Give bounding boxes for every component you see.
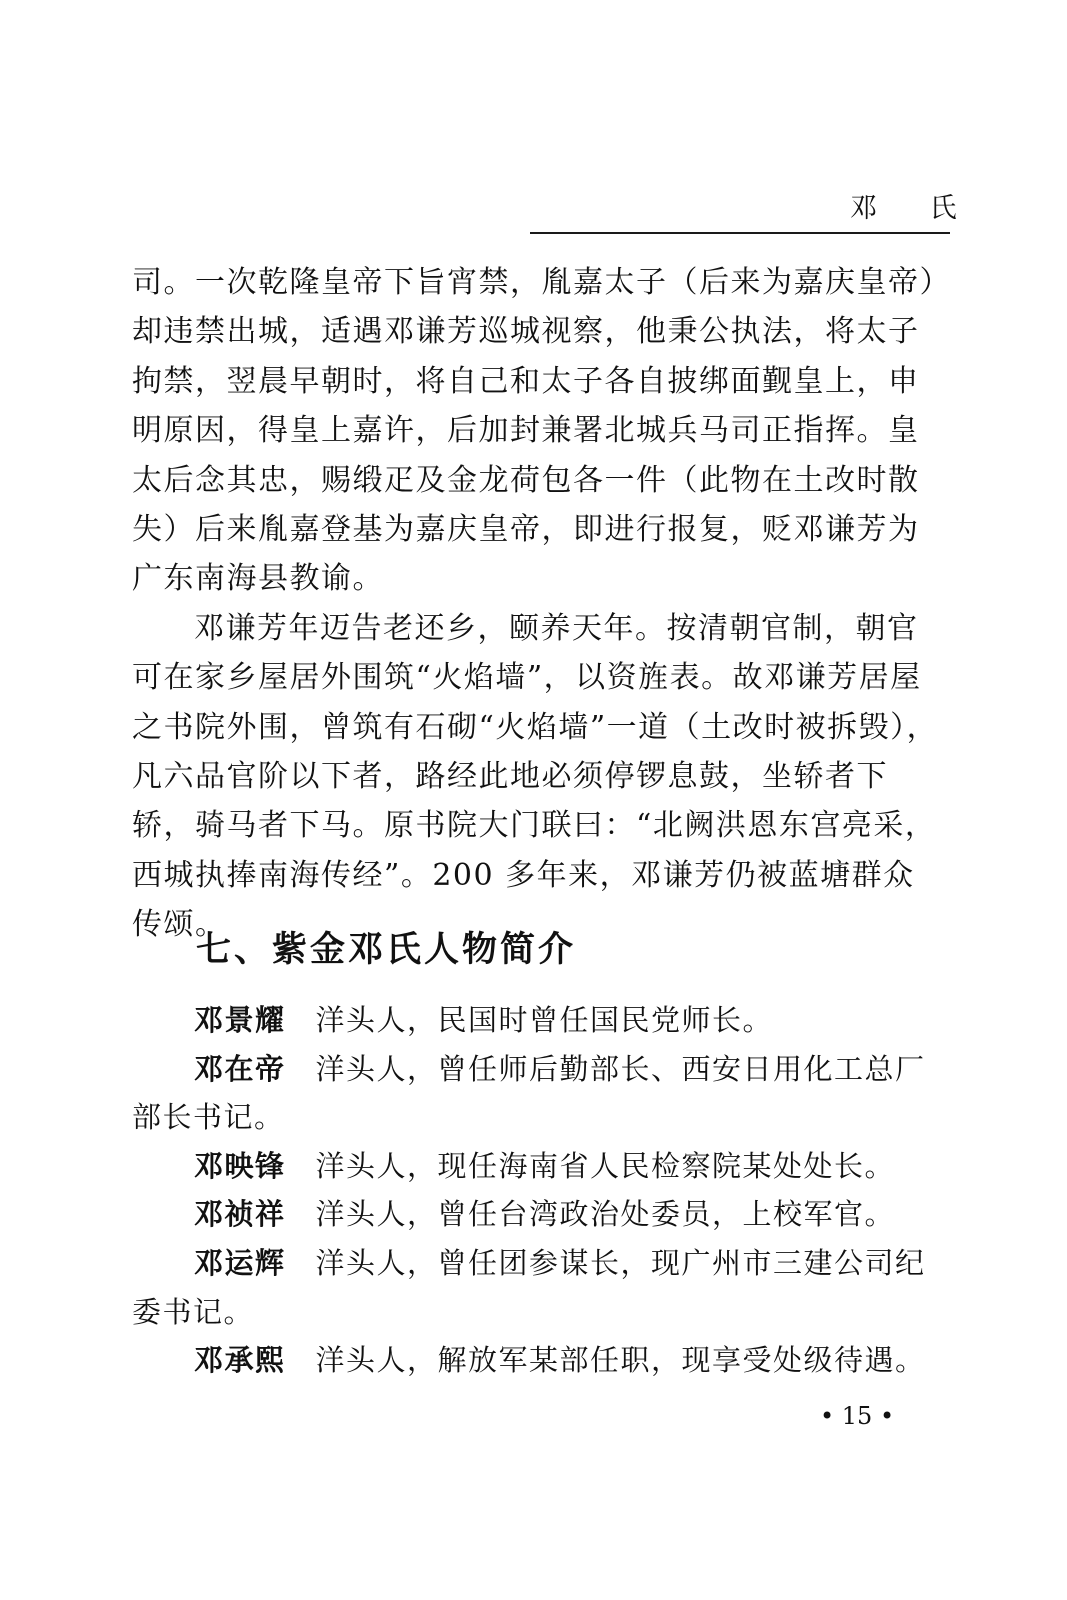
person-name: 邓祯祥 [194, 1197, 286, 1232]
person-description: 洋头人，曾任团参谋长，现广州市三建公司纪委书记。 [132, 1245, 926, 1329]
person-description: 洋头人，现任海南省人民检察院某处处长。 [315, 1148, 896, 1183]
person-description: 洋头人，曾任师后勤部长、西安日用化工总厂部长书记。 [132, 1051, 926, 1135]
person-description: 洋头人，解放军某部任职，现享受处级待遇。 [315, 1343, 926, 1378]
person-entry [132, 996, 944, 1045]
person-name: 邓映锋 [194, 1148, 286, 1183]
running-header-title: 邓 氏 [850, 193, 979, 224]
header-rule [530, 232, 950, 234]
person-name: 邓景耀 [194, 1003, 286, 1037]
paragraph-continued: 司。一次乾隆皇帝下旨宵禁，胤嘉太子（后来为嘉庆皇帝）却违禁出城，适遇邓谦芳巡城视察，他秉公执法，将太子拘禁，翌晨早朝时，将自己和太子各自披绑面觐皇上，申明原因，得皇上嘉许，后加封兼署北城兵马司正指挥。皇太后念其忠，赐缎疋及金龙荷包各一件（此物在土改时散失）后来胤嘉登基为嘉庆皇帝，即进行报复，贬邓谦芳为广东南海县教谕。 [132, 265, 936, 597]
person-name: 邓在帝 [194, 1051, 286, 1086]
person-entry [132, 1045, 944, 1142]
person-name: 邓承熙 [194, 1343, 286, 1378]
person-entry [132, 1142, 944, 1191]
page-number: • 15 • [820, 1402, 895, 1430]
person-entry [132, 1239, 944, 1336]
people-list [132, 996, 944, 1385]
person-description: 洋头人，民国时曾任国民党师长。 [315, 1003, 774, 1037]
body-text [132, 258, 944, 950]
paragraph: 邓谦芳年迈告老还乡，颐养天年。按清朝官制，朝官可在家乡屋居外围筑“火焰墙”，以资旌表。故邓谦芳居屋之书院外围，曾筑有石砌“火焰墙”一道（土改时被拆毁），凡六品官阶以下者，路经此地必须停锣息鼓，坐轿者下轿，骑马者下马。原书院大门联曰：“北阙洪恩东宫亮采，西城执捧南海传经”。200 多年来，邓谦芳仍被蓝塘群众传颂。 [132, 610, 939, 943]
person-entry [132, 1336, 944, 1385]
person-description: 洋头人，曾任台湾政治处委员，上校军官。 [315, 1197, 896, 1232]
section-heading: 七、紫金邓氏人物简介 [196, 930, 577, 970]
person-entry [132, 1190, 944, 1239]
person-name: 邓运辉 [194, 1245, 286, 1280]
